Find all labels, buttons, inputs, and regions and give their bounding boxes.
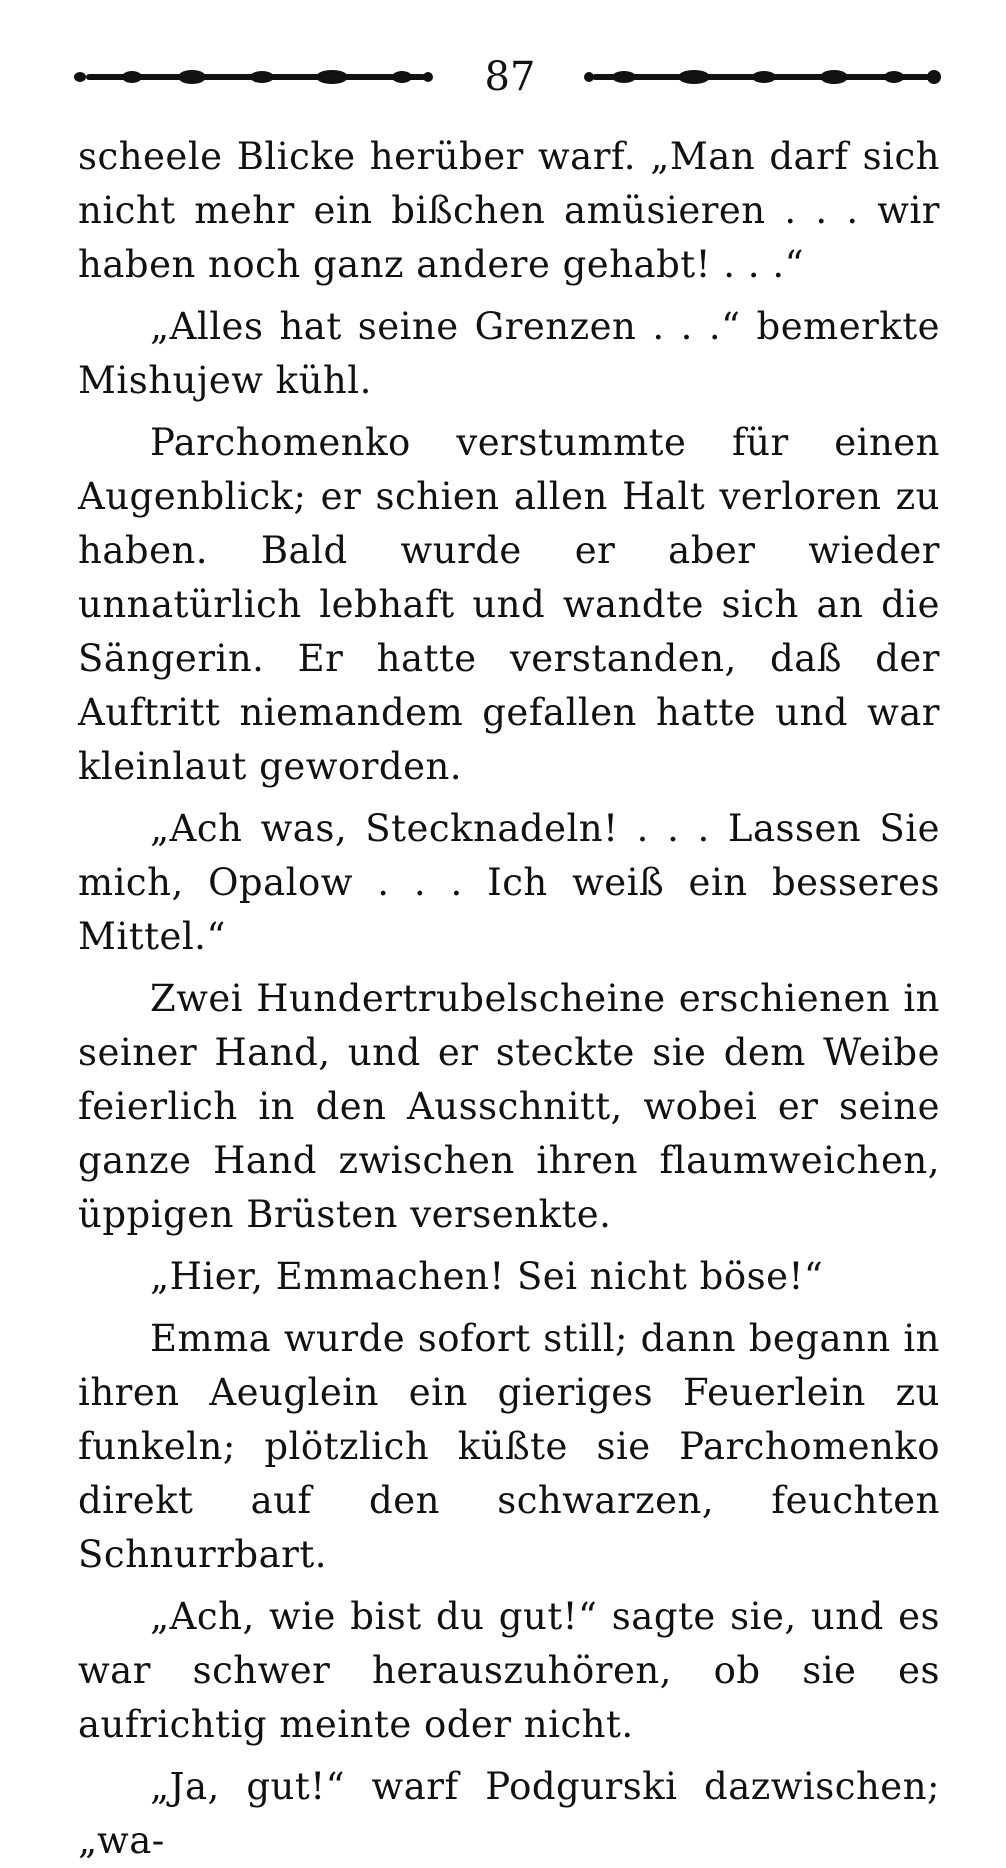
paragraph: „Ja, gut!“ warf Podgurski dazwischen; „wa- [78,1765,940,1862]
page-header [72,52,942,102]
body-text [78,130,940,1868]
decorative-border-left-icon [72,70,434,84]
paragraph: Zwei Hundertrubelscheine erschienen in seiner Hand, und er steckte sie dem Weibe feierlich in den Ausschnitt, wobei er seine ganze Hand zwischen ihren flaumweichen, üppigen Brüsten versenkte. [78,977,940,1236]
paragraph: „Hier, Emmachen! Sei nicht böse!“ [150,1255,824,1298]
decorative-border-right-icon [584,70,942,84]
paragraph: „Alles hat seine Grenzen . . .“ bemerkte Mishujew kühl. [78,305,940,402]
paragraph: „Ach, wie bist du gut!“ sagte sie, und es war schwer herauszuhören, ob sie es aufrichtig meinte oder nicht. [78,1595,940,1746]
paragraph: Emma wurde sofort still; dann begann in ihren Aeuglein ein gieriges Feuerlein zu funkeln; plötzlich küßte sie Parchomenko direkt auf den schwarzen, feuchten Schnurrbart. [78,1317,940,1576]
page-number: 87 [484,54,536,100]
paragraph: scheele Blicke herüber warf. „Man darf sich nicht mehr ein bißchen amüsieren . . . wir haben noch ganz andere gehabt! . . .“ [78,135,940,286]
paragraph: „Ach was, Stecknadeln! . . . Lassen Sie mich, Opalow . . . Ich weiß ein besseres Mittel.“ [78,807,940,958]
paragraph: Parchomenko verstummte für einen Augenblick; er schien allen Halt verloren zu haben. Bald wurde er aber wieder unnatürlich lebhaft und wandte sich an die Sängerin. Er hatte verstanden, daß der Auftritt niemandem gefallen hatte und war kleinlaut geworden. [78,421,940,788]
